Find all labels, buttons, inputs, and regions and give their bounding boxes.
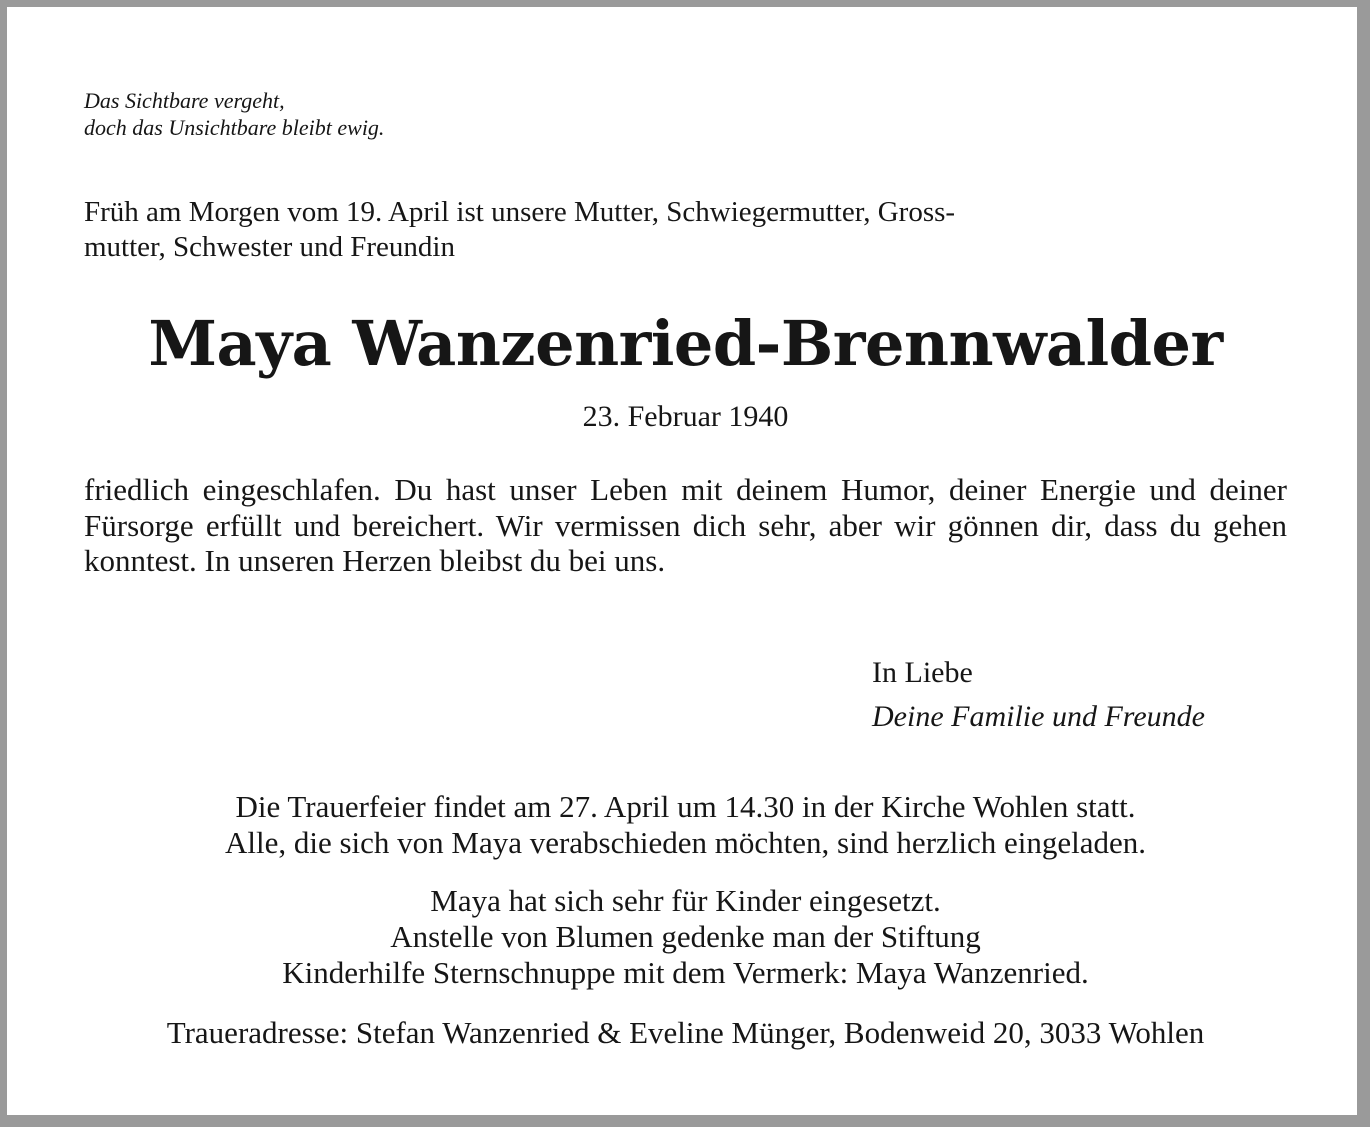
mourning-address	[67, 1015, 1304, 1051]
message-paragraph: friedlich eingeschlafen. Du hast unser Leben mit deinem Humor, deiner Energie und deiner Fürsorge erfüllt und bereichert. Wir vermissen dich sehr, aber wir gönnen dir, dass du gehen konntest. In unseren Herzen bleibst du bei uns.	[84, 472, 1287, 578]
motto-line-2: doch das Unsichtbare bleibt ewig.	[84, 115, 385, 140]
ceremony-info	[67, 789, 1304, 861]
ceremony-line-1: Die Trauerfeier findet am 27. April um 14.30 in der Kirche Wohlen statt.	[235, 789, 1136, 824]
closing-greeting: In Liebe	[872, 656, 973, 689]
ceremony-line-2: Alle, die sich von Maya verabschieden möchten, sind herzlich eingeladen.	[224, 825, 1147, 860]
intro-line-2: mutter, Schwester und Freundin	[84, 231, 455, 263]
obituary-page	[7, 7, 1357, 1115]
birth-date: 23. Februar 1940	[582, 400, 789, 433]
deceased-name: Maya Wanzenried-Brennwalder	[148, 307, 1223, 380]
donation-line-3: Kinderhilfe Sternschnuppe mit dem Vermerk: Maya Wanzenried.	[282, 955, 1089, 990]
closing-signature: Deine Familie und Freunde	[872, 700, 1205, 733]
donation-line-2: Anstelle von Blumen gedenke man der Stiftung	[390, 919, 981, 954]
closing	[872, 651, 1205, 739]
donation-line-1: Maya hat sich sehr für Kinder eingesetzt.	[430, 883, 941, 918]
motto	[84, 87, 384, 141]
mourning-address-line: Traueradresse: Stefan Wanzenried & Eveline Münger, Bodenweid 20, 3033 Wohlen	[166, 1015, 1205, 1050]
intro-line-1: Früh am Morgen vom 19. April ist unsere Mutter, Schwiegermutter, Gross-	[84, 196, 956, 228]
motto-line-1: Das Sichtbare vergeht,	[84, 88, 285, 113]
donation-info	[67, 883, 1304, 991]
intro-text	[84, 195, 1287, 265]
